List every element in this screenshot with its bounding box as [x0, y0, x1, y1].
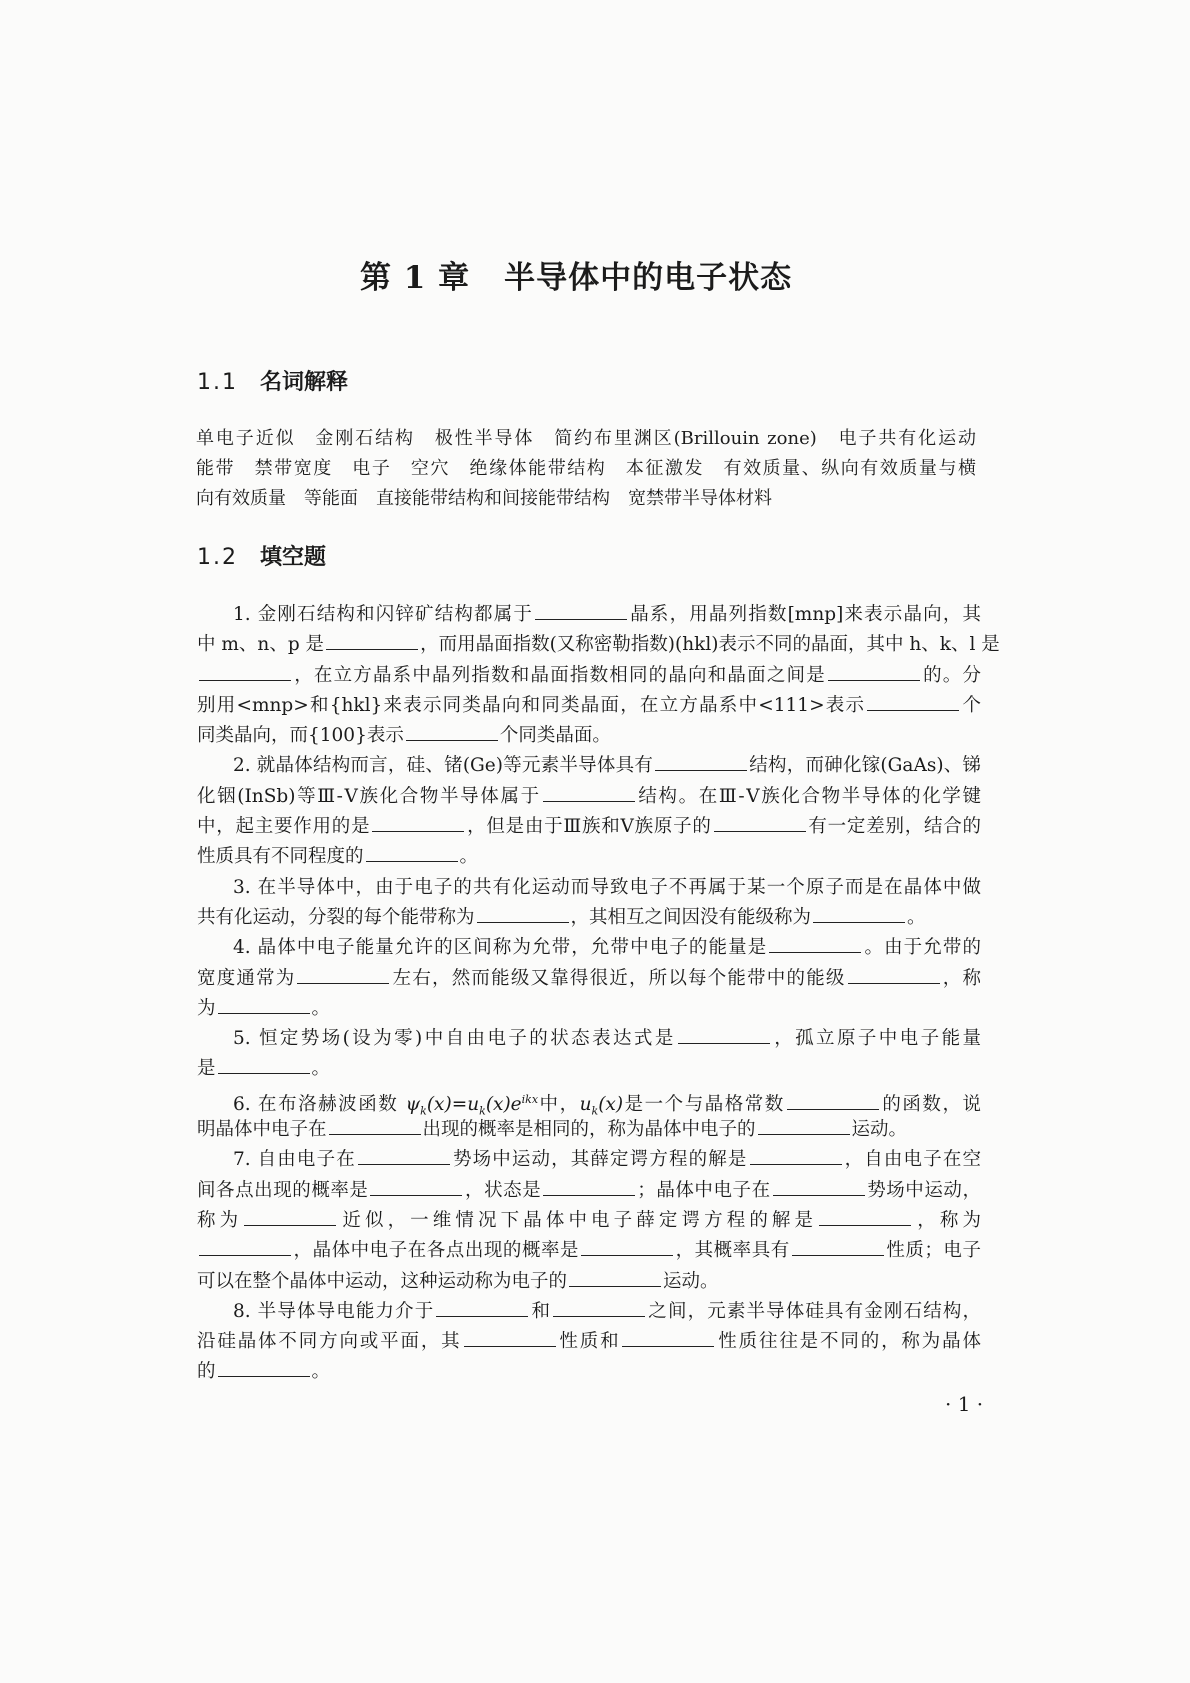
- question-8-line: [197, 1357, 981, 1387]
- question-text: ，其相互之间因没有能级称为: [570, 906, 812, 928]
- chapter-number: 第 1 章: [360, 260, 471, 296]
- question-text: 性质和: [557, 1331, 621, 1353]
- question-text: ，在立方晶系中晶列指数和晶面指数相同的晶向和晶面之间是: [293, 664, 826, 686]
- answer-blank[interactable]: [867, 709, 959, 711]
- answer-blank[interactable]: [553, 1315, 645, 1317]
- question-text: 2. 就晶体结构而言，硅、锗(Ge)等元素半导体具有: [233, 755, 654, 777]
- question-text: ，状态是: [464, 1179, 542, 1201]
- answer-blank[interactable]: [358, 1163, 450, 1165]
- question-1-line: [197, 630, 1000, 660]
- question-7-line: [197, 1145, 981, 1175]
- question-7-line: [197, 1267, 981, 1297]
- question-text: 性质往往是不同的，称为晶体: [716, 1331, 981, 1353]
- question-text: 运动。: [663, 1270, 719, 1292]
- question-text: ，称: [941, 967, 981, 989]
- question-1-line: [197, 661, 981, 691]
- math-expression: $\psi_k(x)=u_k(x)e^{ikx}$: [405, 1092, 539, 1118]
- answer-blank[interactable]: [750, 1163, 842, 1165]
- section-heading-1-1: [197, 365, 348, 396]
- question-6-line: [197, 1085, 981, 1118]
- answer-blank[interactable]: [464, 1345, 556, 1347]
- answer-blank[interactable]: [366, 860, 458, 862]
- question-2-line: [197, 782, 981, 812]
- question-8-line: [197, 1327, 981, 1357]
- question-3-line: [197, 903, 981, 933]
- question-text: 势场中运动，: [866, 1179, 981, 1201]
- answer-blank[interactable]: [370, 1194, 462, 1196]
- question-text: 为: [197, 997, 216, 1019]
- question-text: 结构，而砷化镓(GaAs)、锑: [749, 755, 981, 777]
- question-text: 4. 晶体中电子能量允许的区间称为允带，允带中电子的能量是: [233, 937, 768, 959]
- section-number: 1.2: [197, 545, 238, 570]
- question-text: 别用<mnp>和{hkl}来表示同类晶向和同类晶面，在立方晶系中<111>表示: [197, 694, 866, 716]
- question-text: ，但是由于Ⅲ族和Ⅴ族原子的: [466, 816, 712, 838]
- question-2-line: [197, 751, 981, 781]
- question-text: 的函数，说: [880, 1093, 981, 1115]
- question-text: 间各点出现的概率是: [197, 1179, 369, 1201]
- question-text: 。由于允带的: [863, 937, 981, 959]
- question-text: 7. 自由电子在: [233, 1149, 356, 1171]
- answer-blank[interactable]: [218, 1375, 310, 1377]
- answer-blank[interactable]: [714, 830, 806, 832]
- question-text: 和: [530, 1300, 552, 1322]
- question-5-line: [197, 1054, 981, 1084]
- question-text: 性质具有不同程度的: [197, 846, 364, 868]
- question-text: 称为: [197, 1209, 243, 1231]
- math-expression: $u_k(x)$: [579, 1093, 624, 1118]
- answer-blank[interactable]: [406, 739, 498, 741]
- question-3-line: [197, 873, 981, 903]
- question-text: 的。分: [921, 664, 981, 686]
- question-text: 势场中运动，其薛定谔方程的解是: [451, 1149, 748, 1171]
- question-text: 中，: [538, 1093, 580, 1115]
- answer-blank[interactable]: [543, 800, 635, 802]
- answer-blank[interactable]: [218, 1072, 310, 1074]
- question-text: 宽度通常为: [197, 967, 296, 989]
- terms-list: [196, 424, 976, 514]
- question-text: 个: [961, 694, 981, 716]
- question-1-line: [197, 600, 981, 630]
- question-text: 沿硅晶体不同方向或平面，其: [197, 1331, 462, 1353]
- section-number: 1.1: [197, 370, 238, 395]
- question-text: 共有化运动，分裂的每个能带称为: [197, 906, 475, 928]
- answer-blank[interactable]: [758, 1133, 850, 1135]
- question-text: 中 m、n、p 是: [197, 634, 325, 656]
- question-6-line: [197, 1115, 981, 1145]
- question-text: ，孤立原子中电子能量: [771, 1028, 981, 1050]
- question-text: 是一个与晶格常数: [623, 1093, 785, 1115]
- answer-blank[interactable]: [792, 1254, 884, 1256]
- question-text: 晶系，用晶列指数[mnp]来表示晶向，其: [629, 604, 981, 625]
- question-text: 。: [311, 1058, 331, 1080]
- question-4-line: [197, 933, 981, 963]
- question-text: 结构。在Ⅲ-Ⅴ族化合物半导体的化学键: [636, 785, 981, 807]
- question-8-line: [197, 1297, 981, 1327]
- question-text: 1. 金刚石结构和闪锌矿结构都属于: [233, 604, 534, 625]
- question-4-line: [197, 964, 981, 994]
- question-text: 近似，一维情况下晶体中电子薛定谔方程的解是: [338, 1209, 818, 1231]
- question-text: 。: [311, 1361, 331, 1383]
- question-1-line: [197, 691, 981, 721]
- answer-blank[interactable]: [372, 830, 464, 832]
- question-4-line: [197, 994, 981, 1024]
- answer-blank[interactable]: [813, 921, 905, 923]
- answer-blank[interactable]: [769, 951, 861, 953]
- question-text: 同类晶向，而{100}表示: [197, 725, 404, 747]
- question-text: 可以在整个晶体中运动，这种运动称为电子的: [197, 1270, 568, 1292]
- question-text: 个同类晶面。: [499, 725, 611, 747]
- answer-blank[interactable]: [773, 1194, 865, 1196]
- answer-blank[interactable]: [655, 769, 747, 771]
- terms-line: 向有效质量 等能面 直接能带结构和间接能带结构 宽禁带半导体材料: [196, 488, 772, 509]
- answer-blank[interactable]: [787, 1108, 879, 1110]
- section-title: 名词解释: [260, 370, 349, 395]
- question-text: 。: [459, 846, 479, 868]
- question-text: 中，起主要作用的是: [197, 816, 371, 838]
- answer-blank[interactable]: [436, 1315, 528, 1317]
- answer-blank[interactable]: [326, 648, 418, 650]
- question-text: 明晶体中电子在: [197, 1119, 327, 1141]
- answer-blank[interactable]: [678, 1042, 770, 1044]
- answer-blank[interactable]: [819, 1224, 911, 1226]
- question-text: 5. 恒定势场(设为零)中自由电子的状态表达式是: [233, 1028, 676, 1050]
- question-7-line: [197, 1176, 981, 1206]
- question-text: 8. 半导体导电能力介于: [233, 1300, 435, 1322]
- question-2-line: [197, 842, 981, 872]
- answer-blank[interactable]: [581, 1254, 673, 1256]
- answer-blank[interactable]: [535, 618, 627, 620]
- question-text: 。: [311, 997, 331, 1019]
- answer-blank[interactable]: [622, 1345, 714, 1347]
- question-text: ，称为: [913, 1209, 981, 1231]
- question-text: 6. 在布洛赫波函数: [233, 1093, 406, 1115]
- question-text: 出现的概率是相同的，称为晶体中电子的: [422, 1119, 756, 1141]
- question-text: 化铟(InSb)等Ⅲ-Ⅴ族化合物半导体属于: [197, 785, 541, 807]
- question-text: 左右，然而能级又靠得很近，所以每个能带中的能级: [391, 967, 846, 989]
- question-text: ，其概率具有: [675, 1240, 790, 1262]
- answer-blank[interactable]: [477, 921, 569, 923]
- terms-line: 单电子近似 金刚石结构 极性半导体 简约布里渊区(Brillouin zone) 电子共有化运动: [196, 428, 976, 449]
- question-7-line: [197, 1206, 981, 1236]
- answer-blank[interactable]: [244, 1224, 336, 1226]
- question-text: 之间，元素半导体硅具有金刚石结构，: [647, 1300, 981, 1322]
- question-text: 是: [197, 1058, 216, 1080]
- answer-blank[interactable]: [569, 1285, 661, 1287]
- answer-blank[interactable]: [297, 982, 389, 984]
- answer-blank[interactable]: [543, 1194, 635, 1196]
- chapter-title: [360, 252, 793, 297]
- page-number: · 1 ·: [945, 1392, 984, 1416]
- question-text: 的: [197, 1361, 216, 1383]
- question-text: ；晶体中电子在: [637, 1179, 771, 1201]
- question-text: 有一定差别，结合的: [807, 816, 981, 838]
- section-heading-1-2: [197, 540, 326, 571]
- answer-blank[interactable]: [218, 1012, 310, 1014]
- question-text: 3. 在半导体中，由于电子的共有化运动而导致电子不再属于某一个原子而是在晶体中做: [233, 876, 981, 898]
- question-text: ，而用晶面指数(又称密勒指数)(hkl)表示不同的晶面，其中 h、k、l 是: [420, 634, 1000, 656]
- question-text: 。: [907, 906, 926, 928]
- terms-line: 能带 禁带宽度 电子 空穴 绝缘体能带结构 本征激发 有效质量、纵向有效质量与横: [196, 458, 976, 479]
- chapter-name: 半导体中的电子状态: [504, 260, 793, 296]
- question-text: 运动。: [851, 1119, 908, 1141]
- question-text: ，自由电子在空: [843, 1149, 981, 1171]
- question-text: ，晶体中电子在各点出现的概率是: [293, 1240, 580, 1262]
- question-2-line: [197, 812, 981, 842]
- answer-blank[interactable]: [828, 679, 920, 681]
- answer-blank[interactable]: [199, 1254, 291, 1256]
- question-7-line: [197, 1236, 981, 1266]
- answer-blank[interactable]: [199, 679, 291, 681]
- question-5-line: [197, 1024, 981, 1054]
- section-title: 填空题: [260, 545, 327, 570]
- answer-blank[interactable]: [848, 982, 940, 984]
- fill-in-questions: [197, 600, 1000, 1388]
- answer-blank[interactable]: [329, 1133, 421, 1135]
- question-1-line: [197, 721, 981, 751]
- question-text: 性质；电子: [885, 1240, 981, 1262]
